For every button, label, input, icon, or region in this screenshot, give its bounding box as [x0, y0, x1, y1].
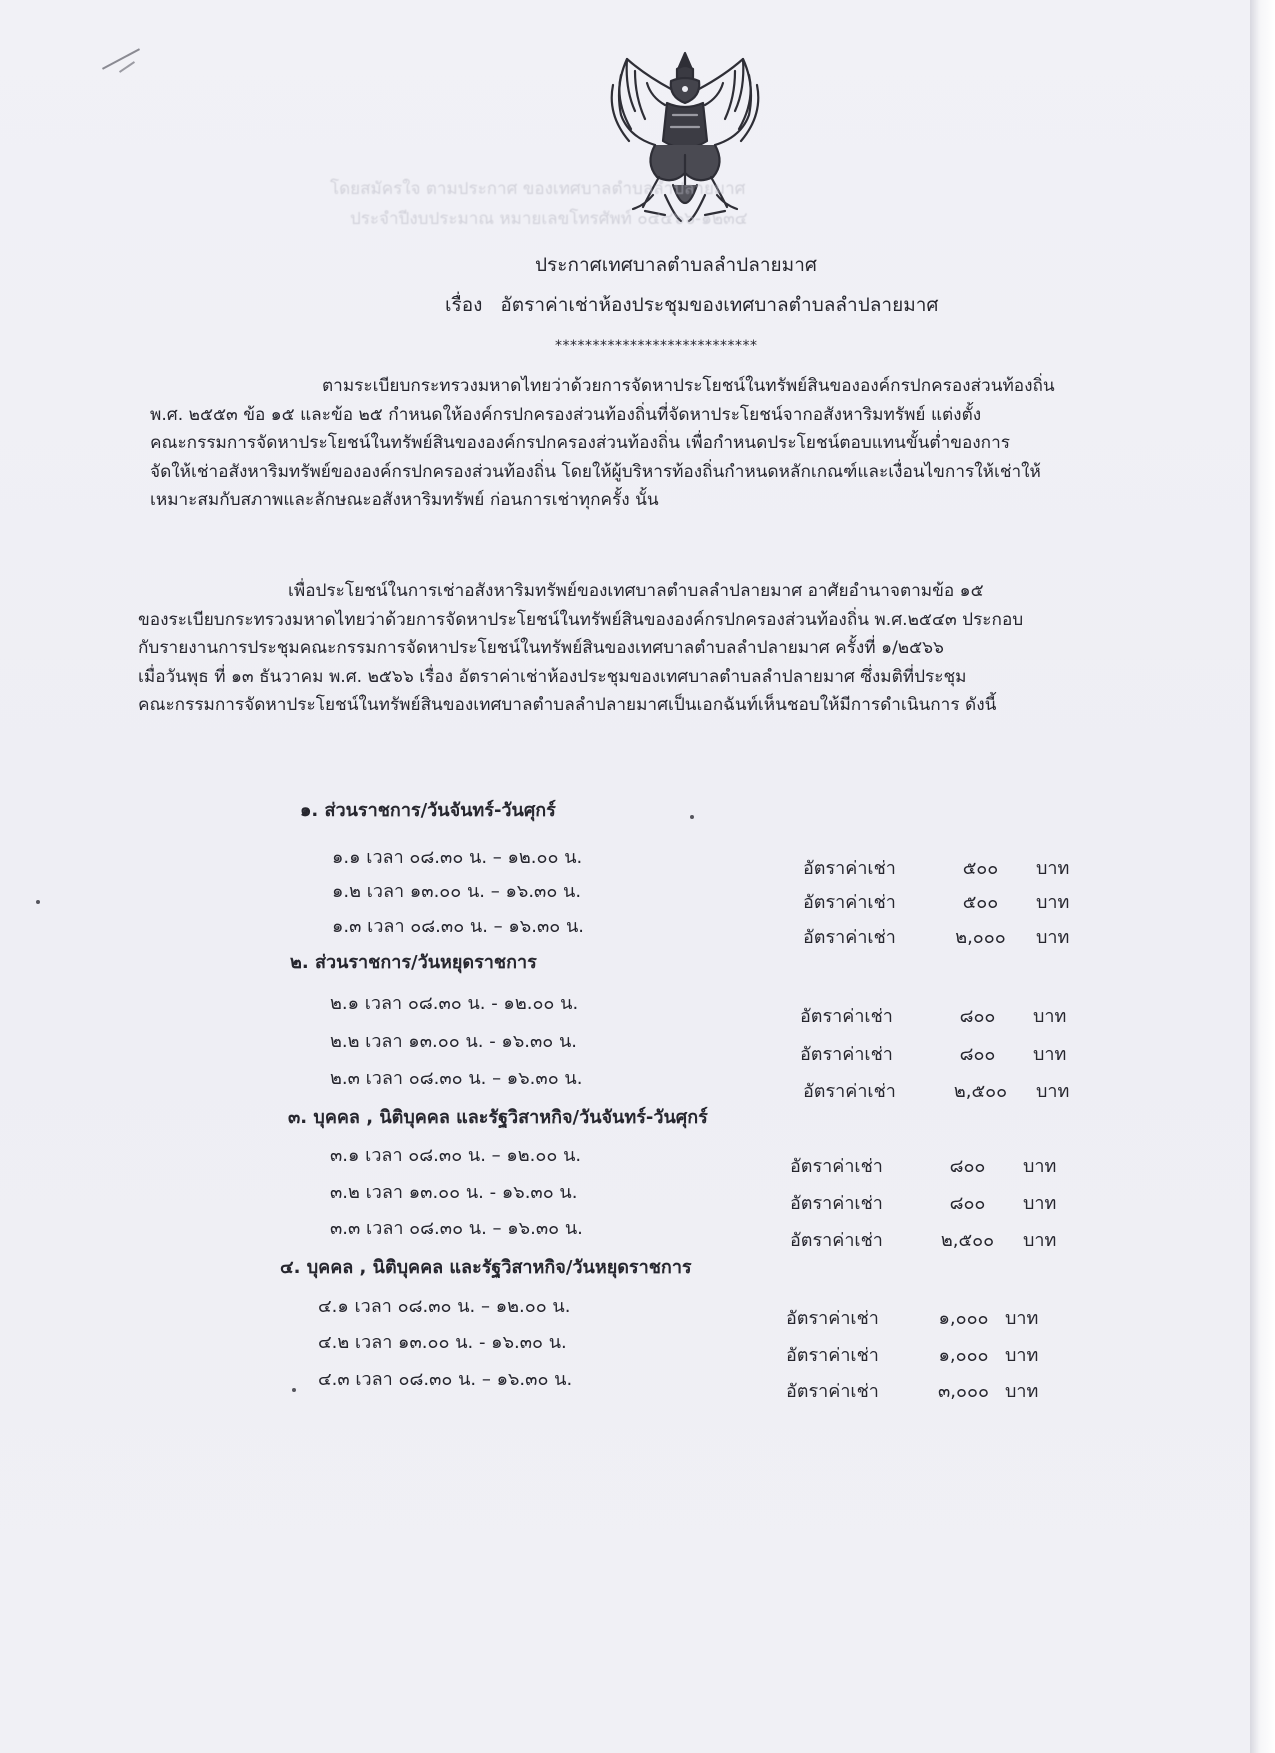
rate-label: อัตราค่าเช่า [800, 1044, 893, 1065]
rate-value: ๘๐๐ [949, 1193, 986, 1214]
rate-row [790, 1188, 1056, 1217]
rate-label: อัตราค่าเช่า [803, 858, 896, 879]
time-slot: ๑.๒ เวลา ๑๓.๐๐ น. – ๑๖.๓๐ น. [332, 881, 582, 902]
rate-unit: บาท [1005, 1381, 1039, 1402]
rate-label: อัตราค่าเช่า [803, 1081, 896, 1102]
rate-value: ๘๐๐ [959, 1044, 996, 1065]
rate-unit: บาท [1036, 892, 1070, 913]
rate-value: ๕๐๐ [962, 892, 999, 913]
rate-unit: บาท [1036, 1081, 1070, 1102]
rate-value: ๒,๐๐๐ [955, 927, 1006, 948]
rate-unit: บาท [1036, 927, 1070, 948]
separator-line: *************************** [555, 338, 758, 354]
rate-row [786, 1340, 1038, 1369]
time-slot: ๔.๑ เวลา ๐๘.๓๐ น. – ๑๒.๐๐ น. [318, 1296, 571, 1317]
rate-row [786, 1303, 1038, 1332]
rate-unit: บาท [1023, 1156, 1057, 1177]
rate-unit: บาท [1033, 1006, 1067, 1027]
document-title: ประกาศเทศบาลตำบลลำปลายมาศ [535, 254, 817, 276]
rate-value: ๘๐๐ [949, 1156, 986, 1177]
paragraph-line: พ.ศ. ๒๕๕๓ ข้อ ๑๕ และข้อ ๒๕ กำหนดให้องค์กรปกครองส่วนท้องถิ่นที่จัดหาประโยชน์จากอสังหาริมทรัพย์ แต่งตั้ง [150, 404, 982, 425]
rate-value: ๘๐๐ [959, 1006, 996, 1027]
paragraph-line: ตามระเบียบกระทรวงมหาดไทยว่าด้วยการจัดหาประโยชน์ในทรัพย์สินขององค์กรปกครองส่วนท้องถิ่น [322, 376, 1055, 396]
rate-section-heading: ๔. บุคคล , นิติบุคคล และรัฐวิสาหกิจ/วันหยุดราชการ [280, 1257, 692, 1278]
paragraph-2 [138, 577, 1023, 720]
paragraph-line: เพื่อประโยชน์ในการเช่าอสังหาริมทรัพย์ของเทศบาลตำบลลำปลายมาศ อาศัยอำนาจตามข้อ ๑๕ [288, 581, 984, 601]
rate-label: อัตราค่าเช่า [800, 1006, 893, 1027]
rate-row [786, 1376, 1038, 1405]
rate-label: อัตราค่าเช่า [786, 1308, 879, 1329]
rate-value: ๕๐๐ [962, 858, 999, 879]
rate-value: ๒,๕๐๐ [940, 1230, 995, 1251]
rate-row [800, 1039, 1066, 1068]
rate-unit: บาท [1023, 1193, 1057, 1214]
paragraph-1 [150, 372, 1055, 515]
rate-section-heading: ๒. ส่วนราชการ/วันหยุดราชการ [290, 952, 537, 973]
time-slot: ๓.๑ เวลา ๐๘.๓๐ น. – ๑๒.๐๐ น. [330, 1145, 582, 1166]
rate-row [803, 1076, 1069, 1105]
time-slot: ๔.๒ เวลา ๑๓.๐๐ น. - ๑๖.๓๐ น. [318, 1332, 567, 1353]
rate-value: ๓,๐๐๐ [938, 1381, 989, 1402]
paragraph-line: จัดให้เช่าอสังหาริมทรัพย์ขององค์กรปกครองส่วนท้องถิ่น โดยให้ผู้บริหารท้องถิ่นกำหนดหลักเกณฑ์และเงื่อนไขการให้เช่าให้ [150, 461, 1041, 482]
rate-row [800, 1001, 1066, 1030]
rate-label: อัตราค่าเช่า [803, 892, 896, 913]
rate-unit: บาท [1036, 858, 1070, 879]
rate-row [803, 922, 1069, 951]
paragraph-line: คณะกรรมการจัดหาประโยชน์ในทรัพย์สินของเทศบาลตำบลลำปลายมาศเป็นเอกฉันท์เห็นชอบให้มีการดำเนินการ ดังนี้ [138, 695, 997, 715]
rate-unit: บาท [1033, 1044, 1067, 1065]
rate-unit: บาท [1005, 1345, 1039, 1366]
scan-speck [292, 1388, 296, 1392]
scan-speck [36, 900, 40, 904]
document-subject [445, 290, 938, 320]
rate-label: อัตราค่าเช่า [786, 1345, 879, 1366]
rate-row [790, 1225, 1056, 1254]
rate-label: อัตราค่าเช่า [803, 927, 896, 948]
time-slot: ๔.๓ เวลา ๐๘.๓๐ น. – ๑๖.๓๐ น. [318, 1369, 573, 1390]
rate-row [790, 1151, 1056, 1180]
rate-label: อัตราค่าเช่า [786, 1381, 879, 1402]
rate-section-heading: ๓. บุคคล , นิติบุคคล และรัฐวิสาหกิจ/วันจันทร์-วันศุกร์ [288, 1107, 708, 1128]
rate-row [803, 853, 1069, 882]
time-slot: ๑.๑ เวลา ๐๘.๓๐ น. – ๑๒.๐๐ น. [332, 847, 583, 868]
rate-value: ๑,๐๐๐ [938, 1308, 989, 1329]
time-slot: ๒.๑ เวลา ๐๘.๓๐ น. - ๑๒.๐๐ น. [330, 993, 579, 1014]
time-slot: ๓.๒ เวลา ๑๓.๐๐ น. - ๑๖.๓๐ น. [330, 1182, 578, 1203]
rate-label: อัตราค่าเช่า [790, 1230, 883, 1251]
paragraph-line: เหมาะสมกับสภาพและลักษณะอสังหาริมทรัพย์ ก่อนการเช่าทุกครั้ง นั้น [150, 490, 659, 510]
rate-row [803, 887, 1069, 916]
time-slot: ๑.๓ เวลา ๐๘.๓๐ น. – ๑๖.๓๐ น. [332, 916, 584, 937]
paragraph-line: กับรายงานการประชุมคณะกรรมการจัดหาประโยชน์ในทรัพย์สินของเทศบาลตำบลลำปลายมาศ ครั้งที่ ๑/๒๕๖๖ [138, 638, 944, 658]
time-slot: ๒.๓ เวลา ๐๘.๓๐ น. – ๑๖.๓๐ น. [330, 1068, 583, 1089]
subject-label: เรื่อง [445, 294, 483, 316]
page-edge [1250, 0, 1275, 1753]
scan-speck [690, 815, 694, 819]
paragraph-line: คณะกรรมการจัดหาประโยชน์ในทรัพย์สินขององค์กรปกครองส่วนท้องถิ่น เพื่อกำหนดประโยชน์ตอบแทนขั้นต่ำของการ [150, 433, 1010, 453]
rate-label: อัตราค่าเช่า [790, 1156, 883, 1177]
time-slot: ๒.๒ เวลา ๑๓.๐๐ น. - ๑๖.๓๐ น. [330, 1031, 578, 1052]
rate-value: ๒,๕๐๐ [953, 1081, 1008, 1102]
rate-unit: บาท [1023, 1230, 1057, 1251]
subject-text: อัตราค่าเช่าห้องประชุมของเทศบาลตำบลลำปลายมาศ [500, 294, 939, 316]
paragraph-line: เมื่อวันพุธ ที่ ๑๓ ธันวาคม พ.ศ. ๒๕๖๖ เรื่อง อัตราค่าเช่าห้องประชุมของเทศบาลตำบลลำปลายมาศ ซึ่งมติที่ประชุม [138, 666, 967, 687]
paragraph-line: ของระเบียบกระทรวงมหาดไทยว่าด้วยการจัดหาประโยชน์ในทรัพย์สินขององค์กรปกครองส่วนท้องถิ่น พ.ศ.๒๕๔๓ ประกอบ [138, 609, 1024, 630]
rate-section-heading: ๑. ส่วนราชการ/วันจันทร์-วันศุกร์ [300, 800, 556, 821]
rate-value: ๑,๐๐๐ [938, 1345, 989, 1366]
rate-label: อัตราค่าเช่า [790, 1193, 883, 1214]
rate-unit: บาท [1005, 1308, 1039, 1329]
time-slot: ๓.๓ เวลา ๐๘.๓๐ น. – ๑๖.๓๐ น. [330, 1218, 583, 1239]
